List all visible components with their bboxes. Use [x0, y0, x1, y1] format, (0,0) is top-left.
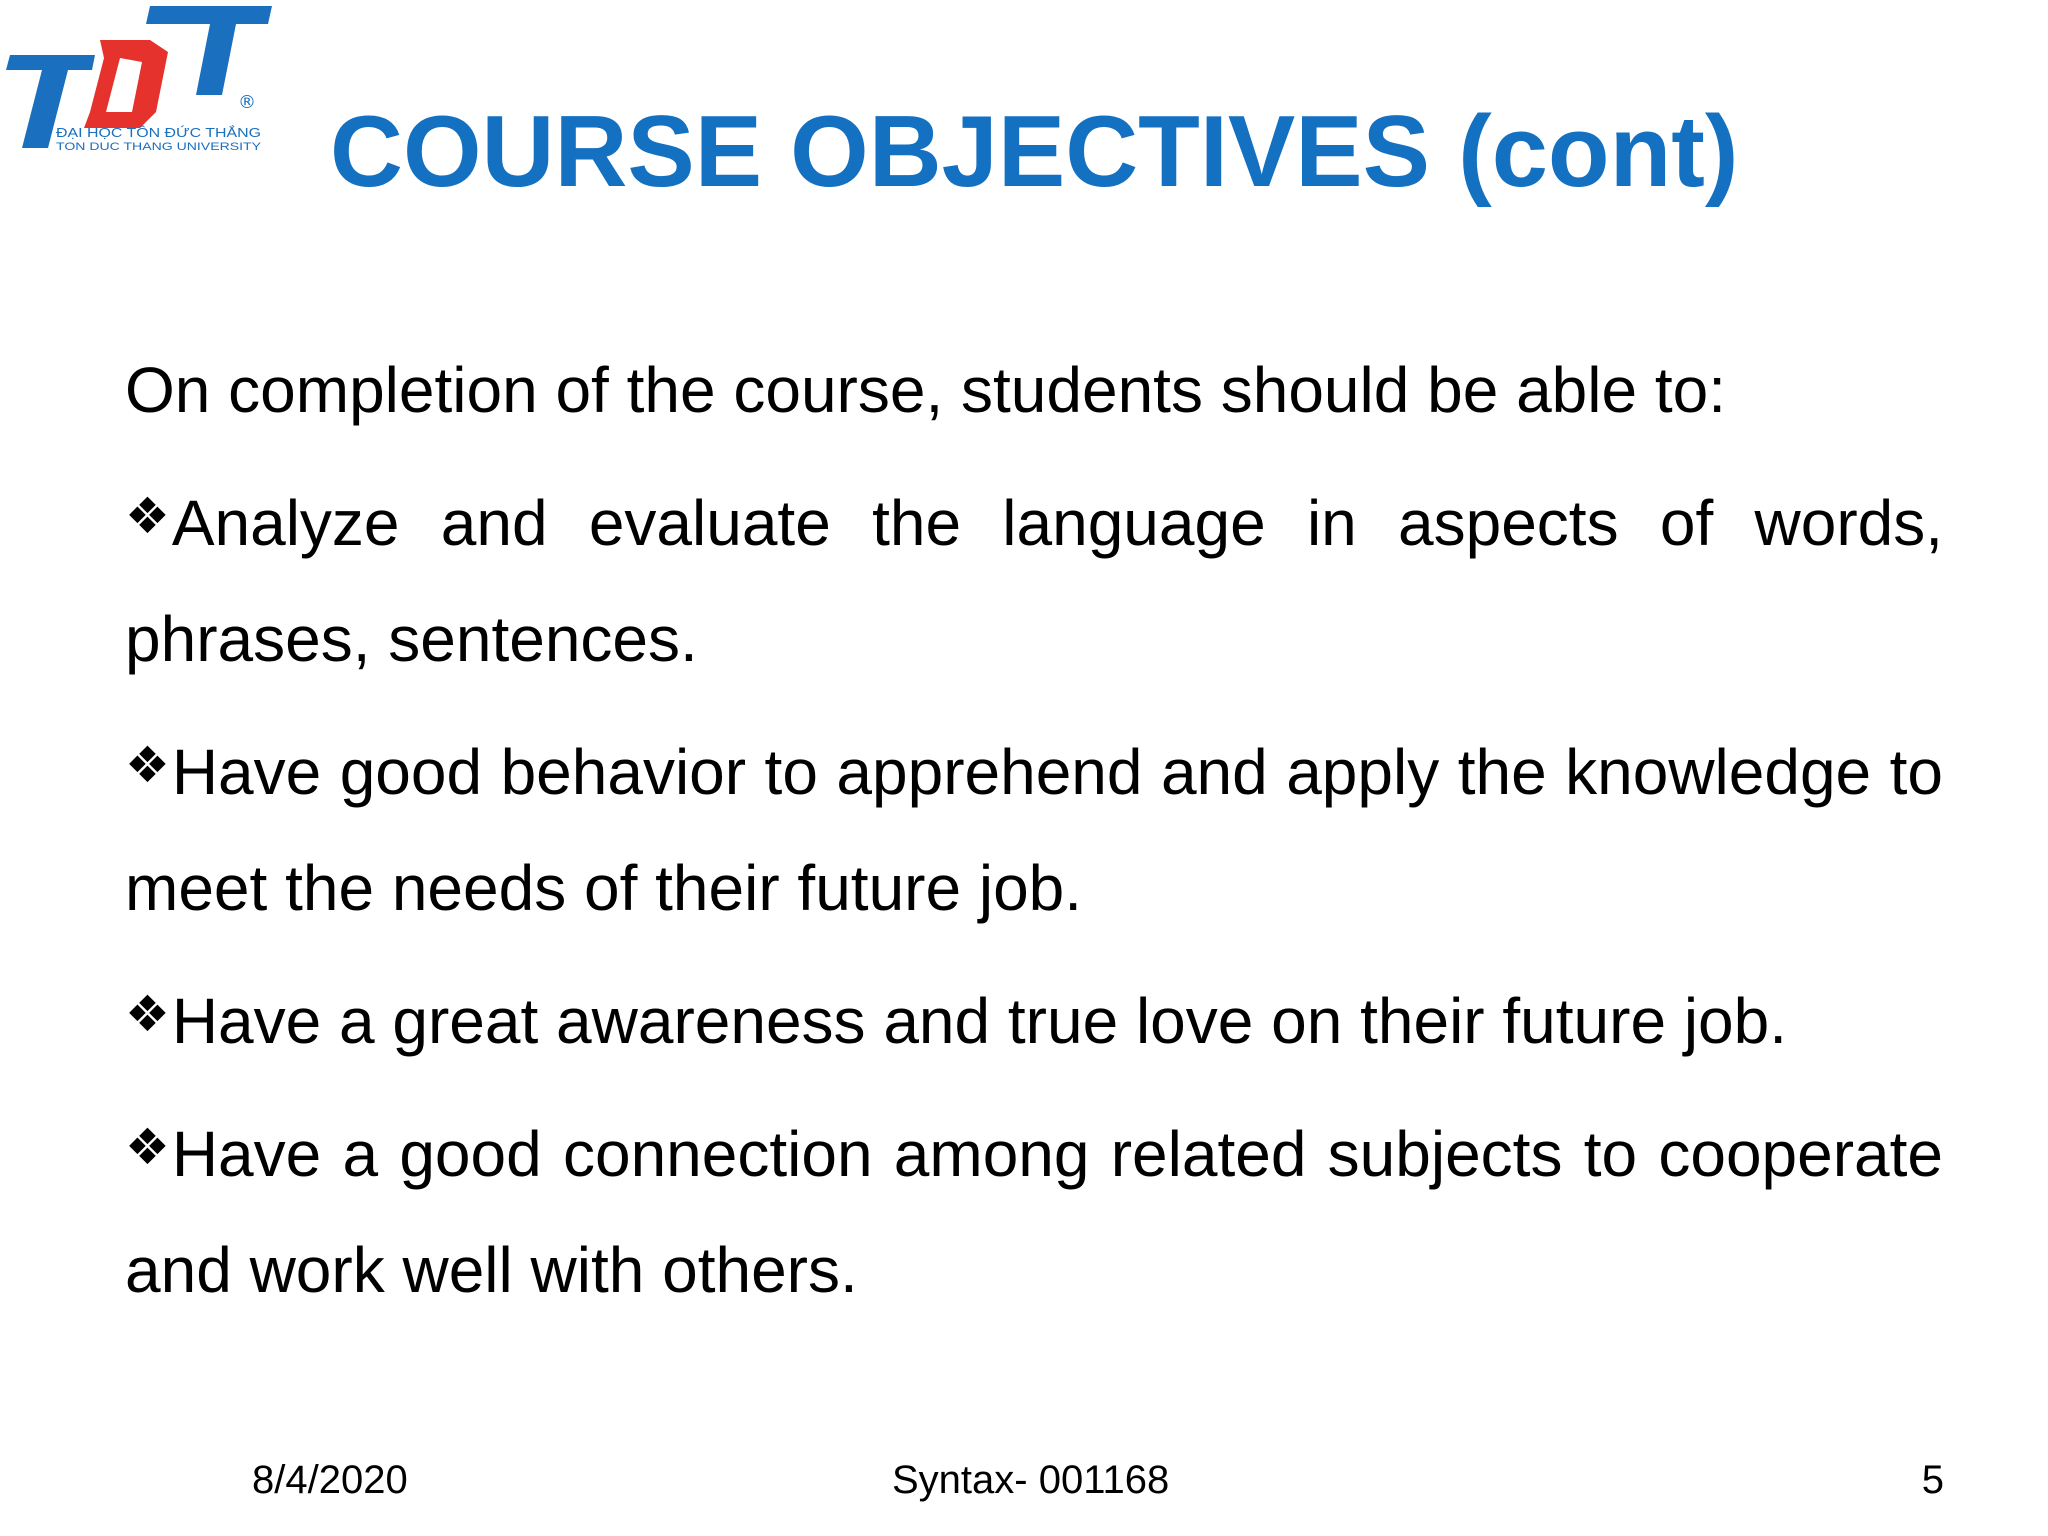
objectives-list: [125, 465, 1943, 1328]
objective-item: [125, 465, 1943, 697]
slide-title: COURSE OBJECTIVES (cont): [330, 96, 1739, 208]
objective-text: Have a good connection among related subjects to cooperate and work well with others.: [125, 1118, 1943, 1306]
objective-text: Have good behavior to apprehend and apply the knowledge to meet the needs of their future job.: [125, 736, 1943, 924]
logo-registered-mark: ®: [238, 92, 256, 113]
logo-english-name: TON DUC THANG UNIVERSITY: [56, 141, 262, 153]
objective-text: Have a great awareness and true love on their future job.: [171, 985, 1788, 1057]
footer-course-code: Syntax- 001168: [892, 1458, 1170, 1502]
objective-text: Analyze and evaluate the language in aspects of words, phrases, sentences.: [125, 487, 1943, 675]
four-diamond-bullet-icon: ❖: [125, 487, 170, 545]
slide-body: [125, 332, 1943, 1345]
objective-item: [125, 1096, 1943, 1328]
university-logo: [0, 0, 272, 155]
intro-text: On completion of the course, students should be able to:: [125, 354, 1726, 426]
four-diamond-bullet-icon: ❖: [125, 736, 170, 794]
footer-date: 8/4/2020: [252, 1458, 408, 1502]
objective-item: [125, 963, 1943, 1079]
four-diamond-bullet-icon: ❖: [125, 985, 170, 1043]
four-diamond-bullet-icon: ❖: [125, 1118, 170, 1176]
logo-vietnamese-name: ĐẠI HỌC TÔN ĐỨC THẮNG: [56, 125, 261, 140]
objective-item: [125, 714, 1943, 946]
footer-page-number: 5: [1921, 1458, 1944, 1502]
